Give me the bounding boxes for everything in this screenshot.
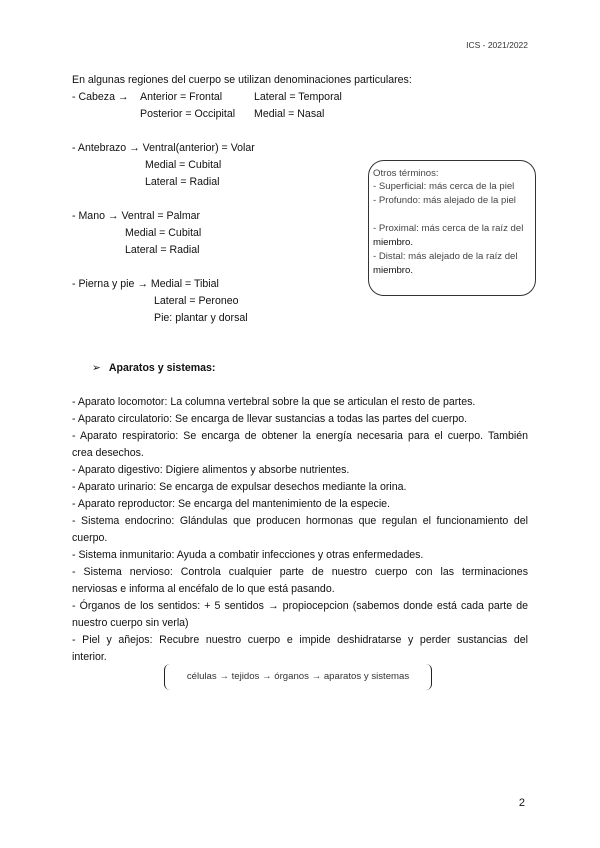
system-senses-line1: - Órganos de los sentidos: + 5 sentidos → propiocepcion (sabemos donde está cada parte de [72,600,528,612]
head-posterior: Posterior = Occipital [140,108,236,120]
leg-foot: Pie: plantar y dorsal [154,312,248,324]
leg-lateral: Lateral = Peroneo [154,295,239,307]
forearm-medial: Medial = Cubital [145,159,222,171]
hierarchy-flow: células → tejidos → órganos → aparatos y sistemas [164,664,432,690]
hand-lateral: Lateral = Radial [125,244,200,256]
page-number: 2 [518,797,525,809]
system-endocrine-line2: cuerpo. [72,531,108,544]
system-endocrine-line1: - Sistema endocrino: Glándulas que producen hormonas que regulan el funcionamiento del [72,515,528,527]
section-heading [92,362,215,375]
head-label: - Cabeza → [72,91,129,103]
intro-text: En algunas regiones del cuerpo se utilizan denominaciones particulares: [72,74,412,86]
system-respiratory-line2: crea desechos. [72,446,144,459]
forearm-lateral: Lateral = Radial [145,176,220,188]
head-anterior: Anterior = Frontal [140,91,223,103]
leg-line: - Pierna y pie → Medial = Tibial [72,278,219,290]
term-deep: - Profundo: más alejado de la piel [373,195,516,206]
system-locomotor: - Aparato locomotor: La columna vertebral sobre la que se articulan el resto de partes. [72,396,476,408]
system-respiratory [72,430,528,459]
other-terms-title: Otros términos: [373,168,439,179]
system-urinary: - Aparato urinario: Se encarga de expulsar desechos mediante la orina. [72,481,407,493]
system-skin-line2: interior. [72,650,107,663]
system-immune: - Sistema inmunitario: Ayuda a combatir infecciones y otras enfermedades. [72,549,424,561]
system-nervous-line2: nerviosas e informa al encéfalo de lo que está pasando. [72,582,335,595]
arrow-bullet-icon: ➢ [92,362,101,374]
system-skin [72,634,528,663]
system-senses [72,600,528,629]
term-distal-line1: - Distal: más alejado de la raíz del [373,251,518,262]
system-reproductive: - Aparato reproductor: Se encarga del mantenimiento de la especie. [72,498,391,510]
hand-medial: Medial = Cubital [125,227,202,239]
system-nervous [72,566,528,595]
system-endocrine [72,515,528,544]
other-terms-box [368,160,536,296]
term-superficial: - Superficial: más cerca de la piel [373,181,515,192]
system-nervous-line1: - Sistema nervioso: Controla cualquier parte de nuestro cuerpo con las terminaciones [72,566,528,578]
forearm-line: - Antebrazo → Ventral(anterior) = Volar [72,142,255,154]
system-digestive: - Aparato digestivo: Digiere alimentos y absorbe nutrientes. [72,464,350,476]
section-title: Aparatos y sistemas: [108,362,216,374]
head-lateral: Lateral = Temporal [254,91,342,103]
term-distal-line2: miembro. [373,265,413,276]
system-senses-line2: nuestro cuerpo sin verla) [72,616,189,629]
term-proximal-line1: - Proximal: más cerca de la raíz del [373,223,524,234]
head-medial: Medial = Nasal [254,108,325,120]
course-header: ICS - 2021/2022 [466,40,528,50]
term-proximal-line2: miembro. [373,237,413,248]
system-skin-line1: - Piel y añejos: Recubre nuestro cuerpo e impide deshidratarse y perder sustancias del [72,634,528,646]
hand-line: - Mano → Ventral = Palmar [72,210,201,222]
system-circulatory: - Aparato circulatorio: Se encarga de llevar sustancias a todas las partes del cuerpo. [72,413,468,425]
system-respiratory-line1: - Aparato respiratorio: Se encarga de obtener la energía necesaria para el cuerpo. También [72,430,528,442]
